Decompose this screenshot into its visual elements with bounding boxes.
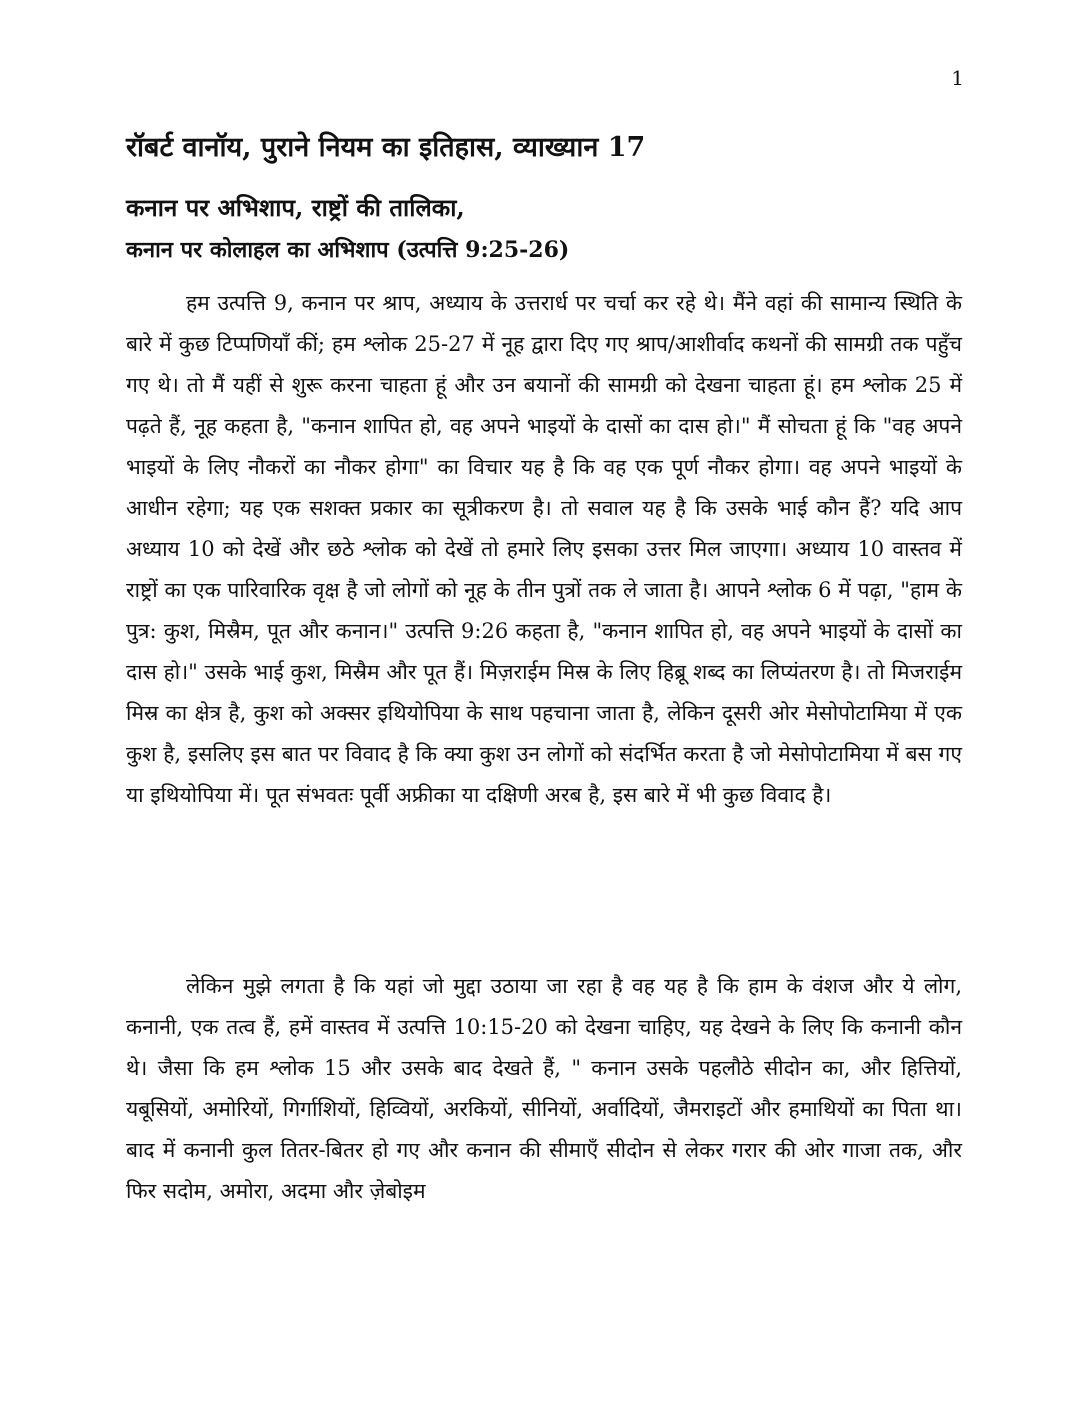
subheading: कनान पर कोलाहल का अभिशाप (उत्पत्ति 9:25-26) bbox=[126, 237, 570, 263]
page-number: 1 bbox=[951, 66, 964, 90]
document-title: रॉबर्ट वानॉय, पुराने नियम का इतिहास, व्याख्यान 17 bbox=[126, 132, 646, 163]
body-paragraph: लेकिन मुझे लगता है कि यहां जो मुद्दा उठाया जा रहा है वह यह है कि हाम के वंशज और ये लोग, कनानी, एक तत्व हैं, हमें वास्तव में उत्पत्ति 10:15-20 को देखना चाहिए, यह देखने के लिए कि कनानी कौन थे। जैसा कि हम श्लोक 15 और उसके बाद देखते हैं, " कनान उसके पहलौठे सीदोन का, और हित्तियों, यबूसियों, अमोरियों, गिर्गाशियों, हिव्वियों, अरकियों, सीनियों, अर्वादियों, जैमराइटों और हमाथियों का पिता था। बाद में कनानी कुल तितर-बितर हो गए और कनान की सीमाएँ सीदोन से लेकर गरार की ओर गाजा तक, और फिर सदोम, अमोरा, अदमा और ज़ेबोइम bbox=[126, 974, 962, 1203]
section-heading: कनान पर अभिशाप, राष्ट्रों की तालिका, bbox=[126, 193, 465, 222]
body-paragraph: हम उत्पत्ति 9, कनान पर श्राप, अध्याय के उत्तरार्ध पर चर्चा कर रहे थे। मैंने वहां की सामान्य स्थिति के बारे में कुछ टिप्पणियाँ कीं; हम श्लोक 25-27 में नूह द्वारा दिए गए श्राप/आशीर्वाद कथनों की सामग्री तक पहुँच गए थे। तो मैं यहीं से शुरू करना चाहता हूं और उन बयानों की सामग्री को देखना चाहता हूं। हम श्लोक 25 में पढ़ते हैं, नूह कहता है, "कनान शापित हो, वह अपने भाइयों के दासों का दास हो।" मैं सोचता हूं कि "वह अपने भाइयों के लिए नौकरों का नौकर होगा" का विचार यह है कि वह एक पूर्ण नौकर होगा। वह अपने भाइयों के आधीन रहेगा; यह एक सशक्त प्रकार का सूत्रीकरण है। तो सवाल यह है कि उसके भाई कौन हैं? यदि आप अध्याय 10 को देखें और छठे श्लोक को देखें तो हमारे लिए इसका उत्तर मिल जाएगा। अध्याय 10 वास्तव में राष्ट्रों का एक पारिवारिक वृक्ष है जो लोगों को नूह के तीन पुत्रों तक ले जाता है। आपने श्लोक 6 में पढ़ा, "हाम के पुत्र: कुश, मिस्रैम, पूत और कनान।" उत्पत्ति 9:26 कहता है, "कनान शापित हो, वह अपने भाइयों के दासों का दास हो।" उसके भाई कुश, मिस्रैम और पूत हैं। मिज़राईम मिस्र के लिए हिब्रू शब्द का लिप्यंतरण है। तो मिजराईम मिस्र का क्षेत्र है, कुश को अक्सर इथियोपिया के साथ पहचाना जाता है, लेकिन दूसरी ओर मेसोपोटामिया में एक कुश है, इसलिए इस बात पर विवाद है कि क्या कुश उन लोगों को संदर्भित करता है जो मेसोपोटामिया में बस गए या इथियोपिया में। पूत संभवतः पूर्वी अफ्रीका या दक्षिणी अरब है, इस बारे में भी कुछ विवाद है। bbox=[126, 291, 962, 807]
body-paragraph-block-2 bbox=[126, 966, 962, 1212]
body-paragraph-block-1 bbox=[126, 283, 962, 816]
